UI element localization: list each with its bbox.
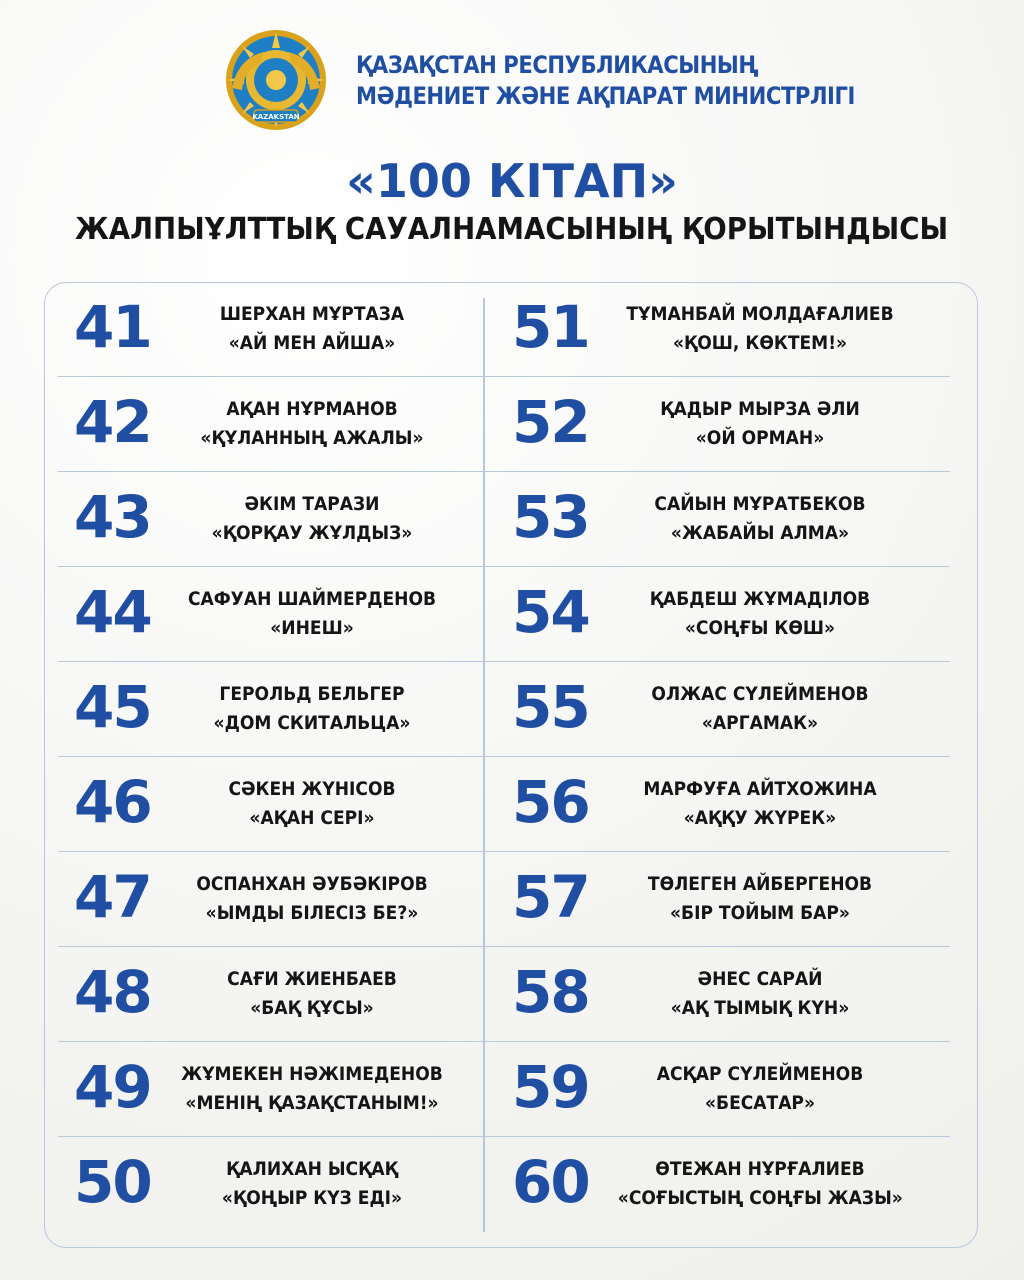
ministry-name: [356, 50, 923, 112]
rank-number: 51: [512, 293, 589, 361]
right-column: [484, 282, 950, 1232]
header: [0, 0, 1024, 150]
book-title: «ИНЕШ»: [270, 617, 354, 639]
list-item: [44, 567, 483, 662]
list-item: [44, 472, 483, 567]
emblem-label: KAZAKSTAN: [252, 113, 300, 121]
author-name: ӨТЕЖАН НҰРҒАЛИЕВ: [655, 1158, 865, 1180]
list-item: [44, 282, 483, 377]
entry-text: [602, 775, 918, 833]
rank-number: 50: [74, 1148, 151, 1216]
list-item: [44, 662, 483, 757]
list-item: [484, 567, 950, 662]
book-title: «ОЙ ОРМАН»: [695, 427, 825, 449]
author-name: ҚАДЫР МЫРЗА ӘЛИ: [660, 398, 860, 420]
ministry-line-1: ҚАЗАҚСТАН РЕСПУБЛИКАСЫНЫҢ: [356, 51, 759, 79]
rank-number: 55: [512, 673, 589, 741]
entry-text: [162, 680, 462, 738]
rank-number: 43: [74, 483, 151, 551]
page-subtitle-text: ЖАЛПЫҰЛТТЫҚ САУАЛНАМАСЫНЫҢ ҚОРЫТЫНДЫСЫ: [75, 212, 949, 247]
list-item: [484, 1137, 950, 1232]
ministry-line-2: МӘДЕНИЕТ ЖӘНЕ АҚПАРАТ МИНИСТРЛІГІ: [356, 82, 855, 110]
book-title: «ҚОШ, КӨКТЕМ!»: [672, 332, 848, 354]
book-title: «МЕНІҢ ҚАЗАҚСТАНЫМ!»: [185, 1092, 439, 1114]
book-title: «ЖАБАЙЫ АЛМА»: [670, 522, 850, 544]
list-item: [44, 377, 483, 472]
rank-number: 58: [512, 958, 589, 1026]
author-name: ТӨЛЕГЕН АЙБЕРГЕНОВ: [647, 873, 873, 895]
rank-number: 46: [74, 768, 151, 836]
rank-number: 57: [512, 863, 589, 931]
list-item: [484, 947, 950, 1042]
rank-number: 41: [74, 293, 151, 361]
entry-text: [602, 965, 918, 1023]
list-item: [484, 282, 950, 377]
author-name: ТҰМАНБАЙ МОЛДАҒАЛИЕВ: [626, 303, 894, 325]
book-title: «АРГАМАК»: [701, 712, 819, 734]
entry-text: [162, 300, 462, 358]
entry-text: [162, 1155, 462, 1213]
list-item: [484, 852, 950, 947]
author-name: АҚАН НҰРМАНОВ: [226, 398, 398, 420]
entry-text: [162, 870, 462, 928]
book-title: «АҚАН СЕРІ»: [249, 807, 375, 829]
entry-text: [602, 680, 918, 738]
entry-text: [602, 585, 918, 643]
rank-number: 54: [512, 578, 589, 646]
book-title: «БАҚ ҚҰСЫ»: [250, 997, 374, 1019]
author-name: АСҚАР СҮЛЕЙМЕНОВ: [656, 1063, 864, 1085]
author-name: ҚАЛИХАН ЫСҚАҚ: [226, 1158, 398, 1180]
book-title: «ДОМ СКИТАЛЬЦА»: [213, 712, 411, 734]
author-name: ОСПАНХАН ӘУБӘКІРОВ: [196, 873, 428, 895]
page-subtitle: [0, 212, 1024, 247]
list-item: [484, 757, 950, 852]
author-name: СӘКЕН ЖҮНІСОВ: [228, 778, 396, 800]
book-title: «БЕСАТАР»: [704, 1092, 816, 1114]
list-item: [44, 757, 483, 852]
entry-text: [602, 1060, 918, 1118]
entry-text: [162, 1060, 462, 1118]
author-name: ОЛЖАС СҮЛЕЙМЕНОВ: [651, 683, 869, 705]
list-item: [44, 1042, 483, 1137]
list-item: [44, 947, 483, 1042]
entry-text: [162, 965, 462, 1023]
author-name: САҒИ ЖИЕНБАЕВ: [227, 968, 397, 990]
rank-number: 60: [512, 1148, 589, 1216]
author-name: ГЕРОЛЬД БЕЛЬГЕР: [219, 683, 405, 705]
list-item: [484, 377, 950, 472]
book-title: «БІР ТОЙЫМ БАР»: [670, 902, 850, 924]
book-title: «ҚОҢЫР КҮЗ ЕДІ»: [221, 1187, 403, 1209]
book-title: «ҚҰЛАННЫҢ АЖАЛЫ»: [200, 427, 424, 449]
rank-number: 48: [74, 958, 151, 1026]
list-item: [484, 662, 950, 757]
author-name: САФУАН ШАЙМЕРДЕНОВ: [187, 588, 437, 610]
rank-number: 49: [74, 1053, 151, 1121]
book-title: «ҚОРҚАУ ЖҰЛДЫЗ»: [211, 522, 413, 544]
rank-number: 52: [512, 388, 589, 456]
list-item: [44, 1137, 483, 1232]
kazakhstan-emblem-icon: [224, 28, 328, 132]
author-name: ШЕРХАН МҰРТАЗА: [219, 303, 405, 325]
author-name: МАРФУҒА АЙТХОЖИНА: [643, 778, 877, 800]
entry-text: [162, 585, 462, 643]
list-item: [44, 852, 483, 947]
book-title: «СОҢҒЫ КӨШ»: [684, 617, 836, 639]
author-name: САЙЫН МҰРАТБЕКОВ: [654, 493, 866, 515]
entry-text: [162, 395, 462, 453]
left-column: [44, 282, 483, 1232]
entry-text: [602, 300, 918, 358]
page-title: «100 КІТАП»: [346, 154, 678, 208]
entry-text: [602, 395, 918, 453]
author-name: ӘКІМ ТАРАЗИ: [244, 493, 380, 515]
author-name: ӘНЕС САРАЙ: [697, 968, 823, 990]
rank-number: 47: [74, 863, 151, 931]
entry-text: [602, 870, 918, 928]
book-title: «СОҒЫСТЫҢ СОҢҒЫ ЖАЗЫ»: [617, 1187, 903, 1209]
book-title: «АҚ ТЫМЫҚ КҮН»: [670, 997, 850, 1019]
author-name: ҚАБДЕШ ЖҰМАДІЛОВ: [649, 588, 871, 610]
entry-text: [602, 1155, 918, 1213]
author-name: ЖҰМЕКЕН НӘЖІМЕДЕНОВ: [181, 1063, 443, 1085]
rank-number: 45: [74, 673, 151, 741]
rank-number: 53: [512, 483, 589, 551]
book-title: «ЫМДЫ БІЛЕСІЗ БЕ?»: [205, 902, 419, 924]
entry-text: [602, 490, 918, 548]
list-item: [484, 1042, 950, 1137]
book-title: «АЙ МЕН АЙША»: [228, 332, 396, 354]
rank-number: 59: [512, 1053, 589, 1121]
book-title: «АҚҚУ ЖҮРЕК»: [683, 807, 837, 829]
rank-number: 56: [512, 768, 589, 836]
entry-text: [162, 775, 462, 833]
rank-number: 42: [74, 388, 151, 456]
entry-text: [162, 490, 462, 548]
rank-number: 44: [74, 578, 151, 646]
list-item: [484, 472, 950, 567]
